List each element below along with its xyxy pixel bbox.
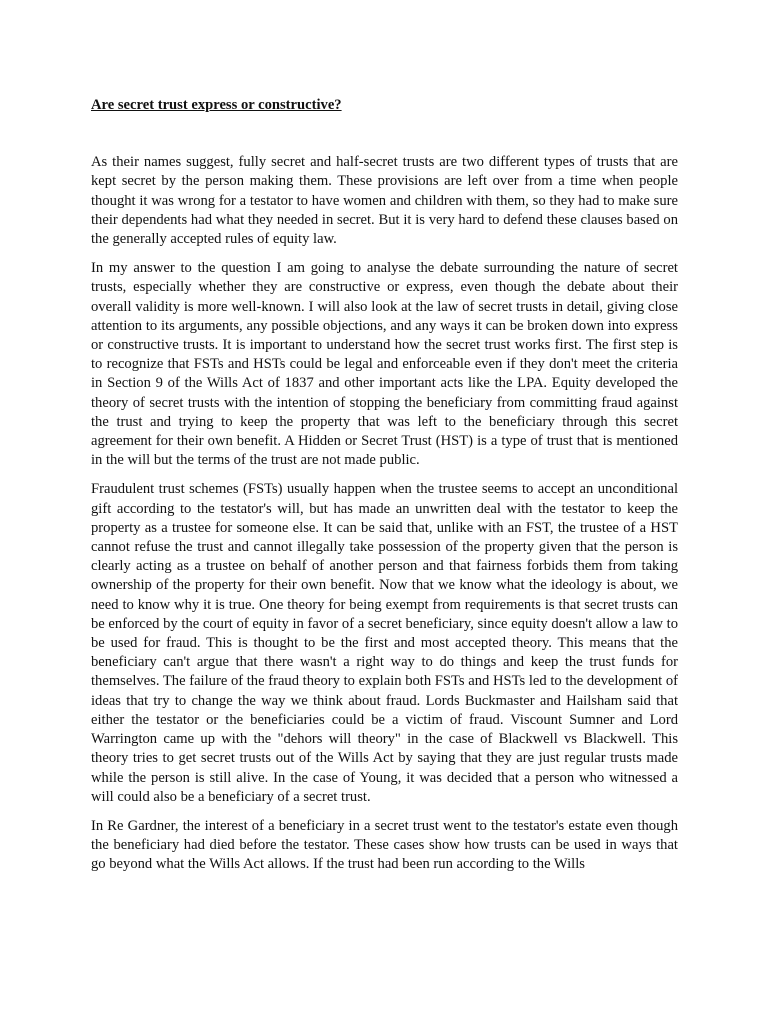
- document-body: [91, 96, 678, 885]
- paragraph-3: Fraudulent trust schemes (FSTs) usually happen when the trustee seems to accept an unconditional gift according to the testator's will, but has made an unwritten deal with the testator to keep the property as a trustee for someone else. It can be said that, unlike with an FST, the trustee of a HST cannot refuse the trust and cannot illegally take possession of the property given that the person is clearly acting as a trustee on behalf of another person and that fairness forbids them from taking ownership of the property for their own benefit. Now that we know what the ideology is about, we need to know why it is true. One theory for being exempt from requirements is that secret trusts can be enforced by the court of equity in favor of a secret beneficiary, since equity doesn't allow a law to be used for fraud. This is thought to be the first and most accepted theory. This means that the beneficiary can't argue that there wasn't a right way to do things and keep the trust funds for themselves. The failure of the fraud theory to explain both FSTs and HSTs led to the development of ideas that try to change the way we think about fraud. Lords Buckmaster and Hailsham said that either the testator or the beneficiaries could be a victim of fraud. Viscount Sumner and Lord Warrington came up with the "dehors will theory" in the case of Blackwell vs Blackwell. This theory tries to get secret trusts out of the Wills Act by saying that they are just regular trusts made while the person is still alive. In the case of Young, it was decided that a person who witnessed a will could also be a beneficiary of a secret trust.: [91, 481, 678, 805]
- paragraph-1: As their names suggest, fully secret and half-secret trusts are two different types of trusts that are kept secret by the person making them. These provisions are left over from a time when people thought it was wrong for a testator to have women and children with them, so they had to make sure their dependents had what they needed in secret. But it is very hard to defend these clauses based on the generally accepted rules of equity law.: [91, 154, 678, 248]
- paragraph-2: In my answer to the question I am going to analyse the debate surrounding the nature of secret trusts, especially whether they are constructive or express, even though the debate about their overall validity is more well-known. I will also look at the law of secret trusts in detail, giving close attention to its arguments, any possible objections, and any ways it can be broken down into express or constructive trusts. It is important to understand how the secret trust works first. The first step is to recognize that FSTs and HSTs could be legal and enforceable even if they don't meet the criteria in Section 9 of the Wills Act of 1837 and other important acts like the LPA. Equity developed the theory of secret trusts with the intention of stopping the beneficiary from committing fraud against the trust and trying to keep the property that was left to the beneficiary through this secret agreement for their own benefit. A Hidden or Secret Trust (HST) is a type of trust that is mentioned in the will but the terms of the trust are not made public.: [91, 260, 678, 469]
- document-title: Are secret trust express or constructive?: [91, 97, 342, 113]
- paragraph-4: In Re Gardner, the interest of a beneficiary in a secret trust went to the testator's estate even though the beneficiary had died before the testator. These cases show how trusts can be used in ways that go beyond what the Wills Act allows. If the trust had been run according to the Wills: [91, 817, 678, 873]
